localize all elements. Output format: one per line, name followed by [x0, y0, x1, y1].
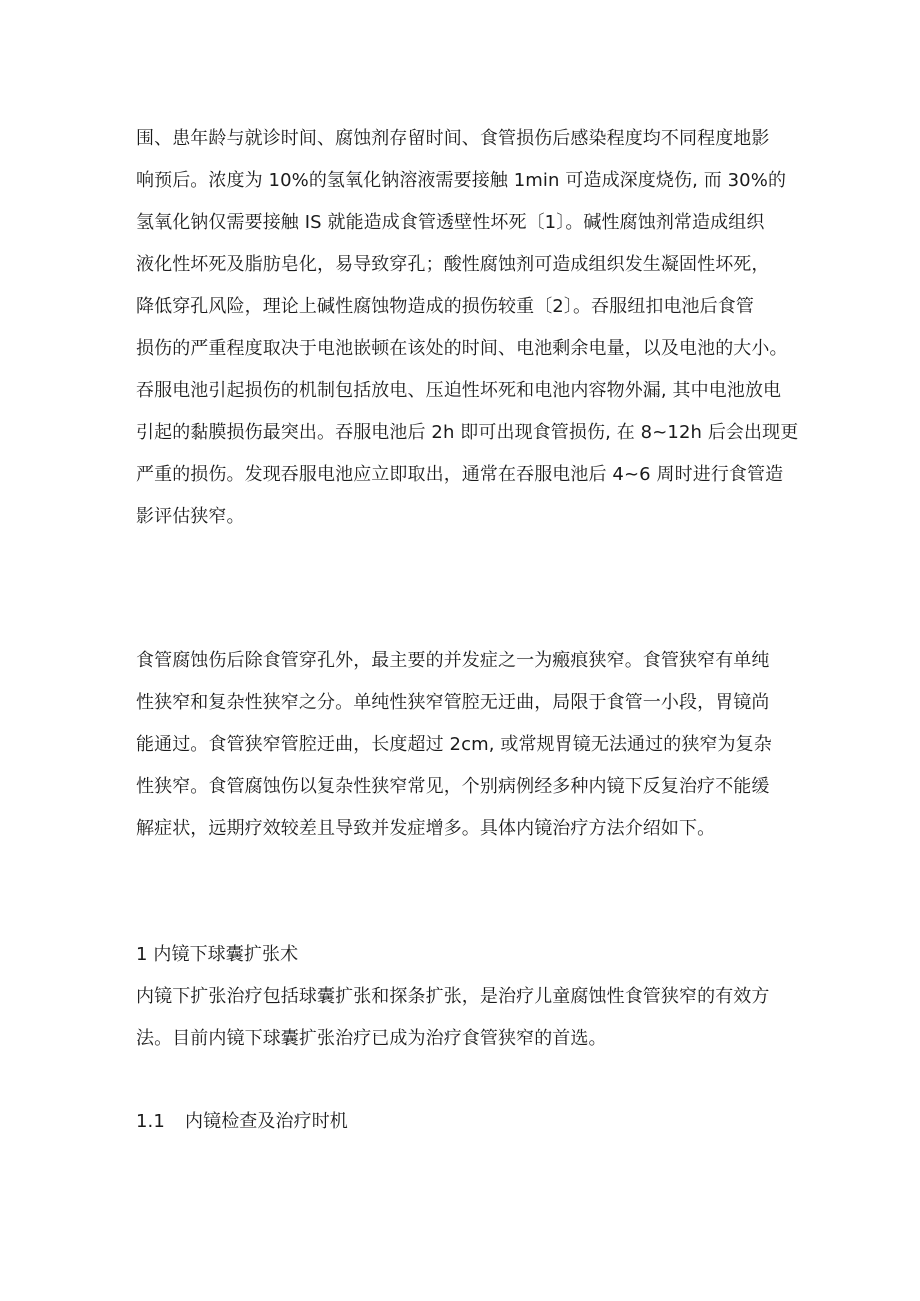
text-line: 损伤的严重程度取决于电池嵌顿在该处的时间、电池剩余电量，以及电池的大小。: [136, 338, 788, 359]
section-balloon-dilation: [136, 934, 796, 1060]
text-line: 性狭窄和复杂性狭窄之分。单纯性狭窄管腔无迂曲，局限于食管一小段，胃镜尚: [136, 692, 770, 713]
section-heading: 1 内镜下球囊扩张术: [136, 944, 299, 965]
text-line: 解症状，远期疗效较差且导致并发症增多。具体内镜治疗方法介绍如下。: [136, 818, 716, 839]
text-line: 食管腐蚀伤后除食管穿孔外，最主要的并发症之一为瘢痕狭窄。食管狭窄有单纯: [136, 650, 770, 671]
text-line: 氢氧化钠仅需要接触 IS 就能造成食管透壁性坏死〔1〕。碱性腐蚀剂常造成组织: [136, 212, 765, 233]
text-line: 响预后。浓度为 10%的氢氧化钠溶液需要接触 1min 可造成深度烧伤, 而 30%的: [136, 170, 787, 191]
text-line: 引起的黏膜损伤最突出。吞服电池后 2h 即可出现食管损伤, 在 8~12h 后会出现更: [136, 422, 799, 443]
subsection-heading: [136, 1101, 796, 1143]
text-line: 能通过。食管狭窄管腔迂曲，长度超过 2cm, 或常规胃镜无法通过的狭窄为复杂: [136, 734, 772, 755]
text-line: 液化性坏死及脂肪皂化，易导致穿孔；酸性腐蚀剂可造成组织发生凝固性坏死，: [136, 254, 770, 275]
text-line: 围、患年龄与就诊时间、腐蚀剂存留时间、食管损伤后感染程度均不同程度地影: [136, 128, 770, 149]
text-line: 严重的损伤。发现吞服电池应立即取出，通常在吞服电池后 4~6 周时进行食管造: [136, 464, 784, 485]
text-line: 性狭窄。食管腐蚀伤以复杂性狭窄常见，个别病例经多种内镜下反复治疗不能缓: [136, 776, 770, 797]
paragraph-stricture: [136, 640, 796, 850]
subsection-text: 内镜检查及治疗时机: [185, 1111, 348, 1132]
paragraph-prognosis: [136, 118, 799, 538]
subsection-number: 1.1: [136, 1111, 165, 1132]
text-line: 吞服电池引起损伤的机制包括放电、压迫性坏死和电池内容物外漏, 其中电池放电: [136, 380, 782, 401]
text-line: 影评估狭窄。: [136, 506, 245, 527]
text-line: 法。目前内镜下球囊扩张治疗已成为治疗食管狭窄的首选。: [136, 1028, 607, 1049]
subsection-title: [136, 1101, 796, 1143]
text-line: 内镜下扩张治疗包括球囊扩张和探条扩张，是治疗儿童腐蚀性食管狭窄的有效方: [136, 986, 770, 1007]
text-line: 降低穿孔风险，理论上碱性腐蚀物造成的损伤较重〔2〕。吞服纽扣电池后食管: [136, 296, 754, 317]
